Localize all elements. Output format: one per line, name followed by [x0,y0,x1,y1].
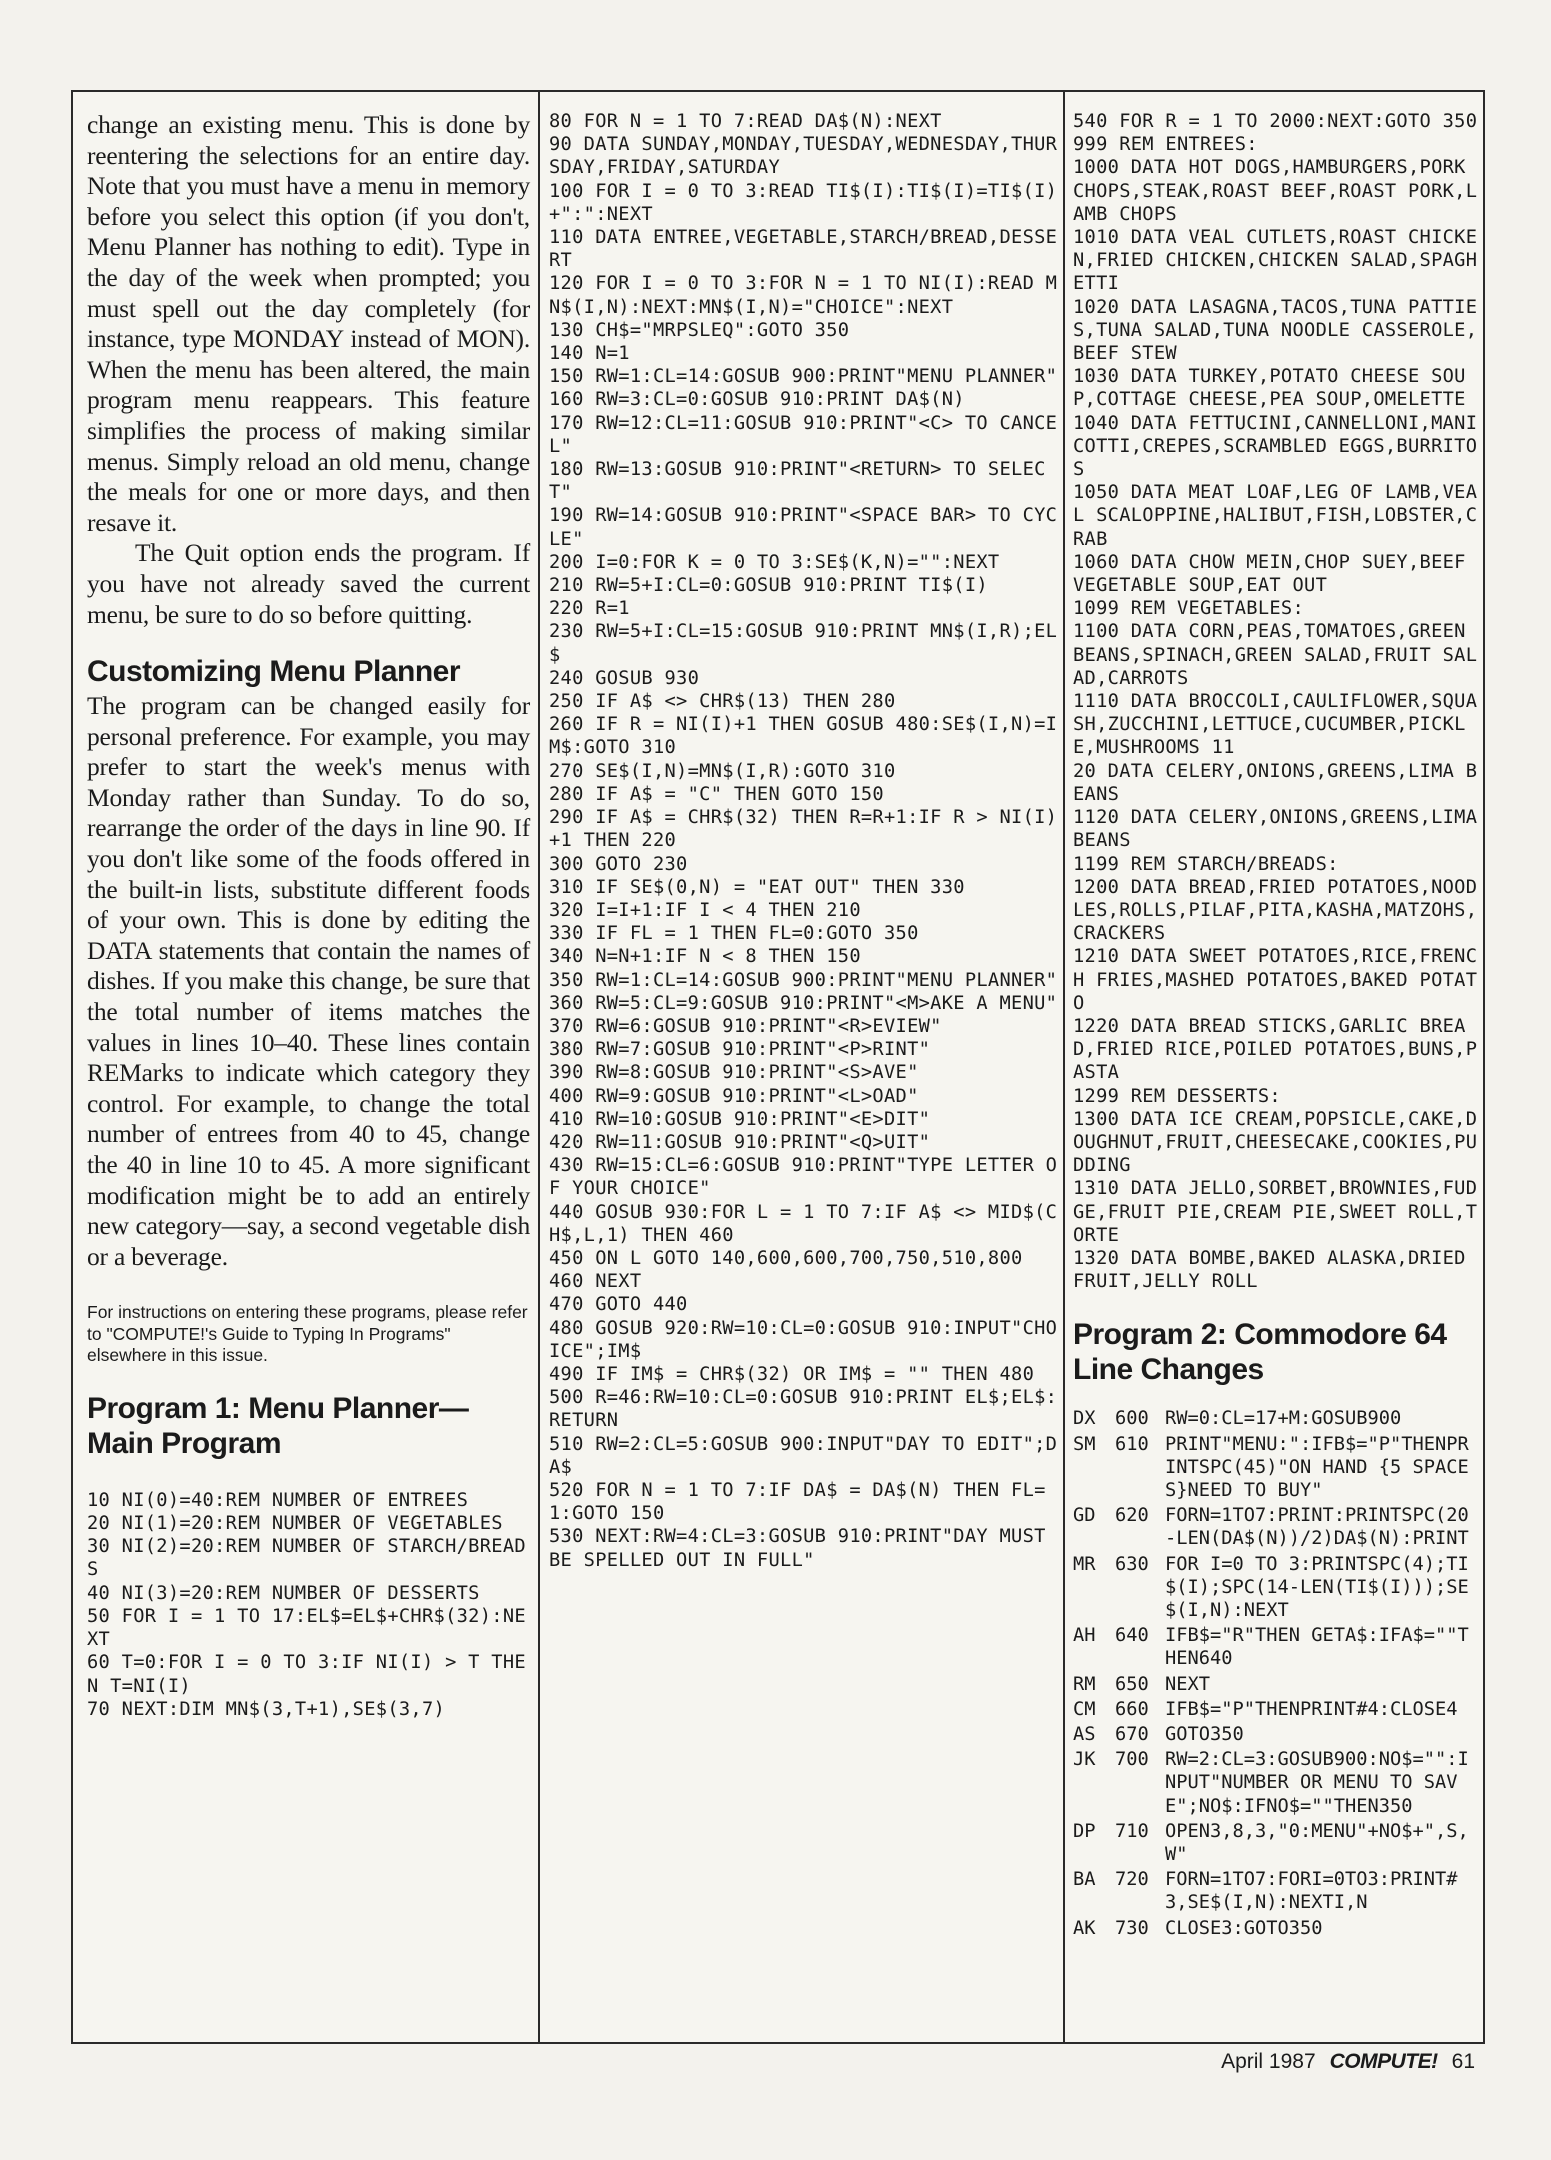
column-middle [549,110,1059,2034]
checksum: AH [1073,1625,1096,1647]
line-code: GOTO350 [1165,1724,1244,1745]
program2-listing [1073,1407,1479,1939]
column-left [87,110,530,2034]
body-paragraph: The program can be changed easily for personal preference. For example, you may prefer to start the week's menus with Monday rather than Sunday. To do so, rearrange the order of the days in line 90. If you don't like some of the foods offered in the built-in lists, substitute different foods of your own. This is done by editing the DATA statements that contain the names of dishes. If you make this change, be sure that the total number of items matches the values in lines 10–40. These lines contain REMarks to indicate which category they control. For example, to change the total number of entrees from 40 to 45, change the 40 in line 10 to 45. A more significant modification might be to add an entirely new category—say, a second vegetable dish or a beverage. [87,691,530,1271]
code-line [1073,1433,1479,1503]
checksum: CM [1073,1698,1096,1720]
checksum: DX [1073,1408,1096,1430]
line-code: IFB$="R"THEN GETA$:IFA$=""THEN640 [1165,1625,1469,1670]
code-line [1073,1504,1479,1550]
code-line [1073,1917,1479,1940]
line-number: 660 [1115,1698,1149,1720]
typing-instructions: For instructions on entering these programs, please refer to "COMPUTE!'s Guide to Typing In Programs" elsewhere in this issue. [87,1302,528,1366]
checksum: AS [1073,1724,1096,1745]
program1-listing-end: 540 FOR R = 1 TO 2000:NEXT:GOTO 350 999 REM ENTREES: 1000 DATA HOT DOGS,HAMBURGERS,PORK CHOPS,STEAK,ROAST BEEF,ROAST PORK,LAMB CHOPS 1010 DATA VEAL CUTLETS,ROAST CHICKEN,FRIED CHICKEN,CHICKEN SALAD,SPAGHETTI 1020 DATA LASAGNA,TACOS,TUNA PATTIES,TUNA SALAD,TUNA NOODLE CASSEROLE,BEEF STEW 1030 DATA TURKEY,POTATO CHEESE SOUP,COTTAGE CHEESE,PEA SOUP,OMELETTE 1040 DATA FETTUCINI,CANNELLONI,MANICOTTI,CREPES,SCRAMBLED EGGS,BURRITOS 1050 DATA MEAT LOAF,LEG OF LAMB,VEAL SCALOPPINE,HALIBUT,FISH,LOBSTER,CRAB 1060 DATA CHOW MEIN,CHOP SUEY,BEEF VEGETABLE SOUP,EAT OUT 1099 REM VEGETABLES: 1100 DATA CORN,PEAS,TOMATOES,GREEN BEANS,SPINACH,GREEN SALAD,FRUIT SALAD,CARROTS 1110 DATA BROCCOLI,CAULIFLOWER,SQUASH,ZUCCHINI,LETTUCE,CUCUMBER,PICKLE,MUSHROOMS 11 20 DATA CELERY,ONIONS,GREENS,LIMA BEANS 1120 DATA CELERY,ONIONS,GREENS,LIMA BEANS 1199 REM STARCH/BREADS: 1200 DATA BREAD,FRIED POTATOES,NOODLES,ROLLS,PILAF,PITA,KASHA,MATZOHS,CRACKERS 1210 DATA SWEET POTATOES,RICE,FRENCH FRIES,MASHED POTATOES,BAKED POTATO 1220 DATA BREAD STICKS,GARLIC BREAD,FRIED RICE,POILED POTATOES,BUNS,PASTA 1299 REM DESSERTS: 1300 DATA ICE CREAM,POPSICLE,CAKE,DOUGHNUT,FRUIT,CHEESECAKE,COOKIES,PUDDING 1310 DATA JELLO,SORBET,BROWNIES,FUDGE,FRUIT PIE,CREAM PIE,SWEET ROLL,TORTE 1320 DATA BOMBE,BAKED ALASKA,DRIED FRUIT,JELLY ROLL [1073,111,1478,1293]
checksum: BA [1073,1869,1096,1891]
body-paragraph: change an existing menu. This is done by reentering the selections for an entire day. Note that you must have a menu in memory before you select this option (if you don't, Menu Planner has nothing to edit). Type in the day of the week when prompted; you must spell out the day completely (for instance, type MONDAY instead of MON). When the menu has been altered, the main program menu reappears. This feature simplifies the process of making similar menus. Simply reload an old menu, change the meals for one or more days, and then resave it. [87,110,530,537]
code-line [1073,1407,1479,1430]
page-frame [71,90,1485,2044]
line-code: NEXT [1165,1673,1211,1695]
code-line [1073,1723,1479,1746]
column-divider-left [538,92,540,2042]
page-footer [1221,2050,1475,2074]
line-code: RW=0:CL=17+M:GOSUB900 [1165,1408,1402,1430]
code-line [1073,1868,1479,1914]
body-paragraph: The Quit option ends the program. If you have not already saved the current menu, be sure to do so before quitting. [87,538,530,629]
line-number: 640 [1115,1625,1149,1647]
magazine-name: COMPUTE! [1329,2050,1438,2073]
line-number: 700 [1115,1749,1149,1771]
line-number: 610 [1115,1433,1149,1455]
line-number: 650 [1115,1673,1149,1695]
program1-listing-start: 10 NI(0)=40:REM NUMBER OF ENTREES 20 NI(1)=20:REM NUMBER OF VEGETABLES 30 NI(2)=20:REM NUMBER OF STARCH/BREADS 40 NI(3)=20:REM NUMBER OF DESSERTS 50 FOR I = 1 TO 17:EL$=EL$+CHR$(32):NEXT 60 T=0:FOR I = 0 TO 3:IF NI(I) > T THEN T=NI(I) 70 NEXT:DIM MN$(3,T+1),SE$(3,7) [87,1489,526,1720]
program1-heading: Program 1: Menu Planner— Main Program [87,1391,469,1460]
checksum: GD [1073,1505,1096,1527]
line-code: FORN=1TO7:FORI=0TO3:PRINT#3,SE$(I,N):NEXTI,N [1165,1869,1458,1914]
checksum: SM [1073,1433,1096,1455]
line-number: 730 [1115,1917,1149,1939]
program2-heading: Program 2: Commodore 64 Line Changes [1073,1318,1447,1387]
line-number: 670 [1115,1724,1149,1745]
code-line [1073,1624,1479,1670]
section-heading: Customizing Menu Planner [87,655,461,689]
line-code: FOR I=0 TO 3:PRINTSPC(4);TI$(I);SPC(14-LEN(TI$(I)));SE$(I,N):NEXT [1165,1553,1469,1621]
line-number: 630 [1115,1553,1149,1575]
checksum: DP [1073,1820,1096,1842]
column-right [1073,110,1479,2034]
code-line [1073,1698,1479,1721]
line-number: 710 [1115,1820,1149,1842]
code-line [1073,1748,1479,1818]
line-code: RW=2:CL=3:GOSUB900:NO$="":INPUT"NUMBER OR MENU TO SAVE";NO$:IFNO$=""THEN350 [1165,1749,1469,1817]
issue-date: April 1987 [1221,2050,1316,2073]
page-number: 61 [1451,2050,1475,2073]
code-line [1073,1820,1479,1866]
line-number: 720 [1115,1869,1149,1891]
column-divider-right [1063,92,1065,2042]
program1-listing-middle: 80 FOR N = 1 TO 7:READ DA$(N):NEXT 90 DATA SUNDAY,MONDAY,TUESDAY,WEDNESDAY,THURSDAY,FRIDAY,SATURDAY 100 FOR I = 0 TO 3:READ TI$(I):TI$(I)=TI$(I)+":":NEXT 110 DATA ENTREE,VEGETABLE,STARCH/BREAD,DESSERT 120 FOR I = 0 TO 3:FOR N = 1 TO NI(I):READ MN$(I,N):NEXT:MN$(I,N)="CHOICE":NEXT 130 CH$="MRPSLEQ":GOTO 350 140 N=1 150 RW=1:CL=14:GOSUB 900:PRINT"MENU PLANNER" 160 RW=3:CL=0:GOSUB 910:PRINT DA$(N) 170 RW=12:CL=11:GOSUB 910:PRINT"<C> TO CANCEL" 180 RW=13:GOSUB 910:PRINT"<RETURN> TO SELECT" 190 RW=14:GOSUB 910:PRINT"<SPACE BAR> TO CYCLE" 200 I=0:FOR K = 0 TO 3:SE$(K,N)="":NEXT 210 RW=5+I:CL=0:GOSUB 910:PRINT TI$(I) 220 R=1 230 RW=5+I:CL=15:GOSUB 910:PRINT MN$(I,R);EL$ 240 GOSUB 930 250 IF A$ <> CHR$(13) THEN 280 260 IF R = NI(I)+1 THEN GOSUB 480:SE$(I,N)=IM$:GOTO 310 270 SE$(I,N)=MN$(I,R):GOTO 310 280 IF A$ = "C" THEN GOTO 150 290 IF A$ = CHR$(32) THEN R=R+1:IF R > NI(I)+1 THEN 220 300 GOTO 230 310 IF SE$(0,N) = "EAT OUT" THEN 330 320 I=I+1:IF I < 4 THEN 210 330 IF FL = 1 THEN FL=0:GOTO 350 340 N=N+1:IF N < 8 THEN 150 350 RW=1:CL=14:GOSUB 900:PRINT"MENU PLANNER" 360 RW=5:CL=9:GOSUB 910:PRINT"<M>AKE A MENU" 370 RW=6:GOSUB 910:PRINT"<R>EVIEW" 380 RW=7:GOSUB 910:PRINT"<P>RINT" 390 RW=8:GOSUB 910:PRINT"<S>AVE" 400 RW=9:GOSUB 910:PRINT"<L>OAD" 410 RW=10:GOSUB 910:PRINT"<E>DIT" 420 RW=11:GOSUB 910:PRINT"<Q>UIT" 430 RW=15:CL=6:GOSUB 910:PRINT"TYPE LETTER OF YOUR CHOICE" 440 GOSUB 930:FOR L = 1 TO 7:IF A$ <> MID$(CH$,L,1) THEN 460 450 ON L GOTO 140,600,600,700,750,510,800 460 NEXT 470 GOTO 440 480 GOSUB 920:RW=10:CL=0:GOSUB 910:INPUT"CHOICE";IM$ 490 IF IM$ = CHR$(32) OR IM$ = "" THEN 480 500 R=46:RW=10:CL=0:GOSUB 910:PRINT EL$;EL$:RETURN 510 RW=2:CL=5:GOSUB 900:INPUT"DAY TO EDIT";DA$ 520 FOR N = 1 TO 7:IF DA$ = DA$(N) THEN FL=1:GOTO 150 530 NEXT:RW=4:CL=3:GOSUB 910:PRINT"DAY MUST BE SPELLED OUT IN FULL" [549,111,1058,1571]
line-code: OPEN3,8,3,"0:MENU"+NO$+",S,W" [1165,1820,1469,1866]
checksum: MR [1073,1553,1096,1575]
checksum: AK [1073,1917,1096,1939]
checksum: JK [1073,1749,1096,1771]
line-number: 620 [1115,1505,1149,1527]
code-line [1073,1673,1479,1696]
line-number: 600 [1115,1408,1149,1430]
code-line [1073,1553,1479,1623]
checksum: RM [1073,1673,1096,1695]
line-code: CLOSE3:GOTO350 [1165,1917,1323,1939]
line-code: PRINT"MENU:":IFB$="P"THENPRINTSPC(45)"ON HAND {5 SPACES}NEED TO BUY" [1165,1433,1469,1501]
line-code: IFB$="P"THENPRINT#4:CLOSE4 [1165,1698,1458,1720]
line-code: FORN=1TO7:PRINT:PRINTSPC(20-LEN(DA$(N))/2)DA$(N):PRINT [1165,1505,1469,1550]
